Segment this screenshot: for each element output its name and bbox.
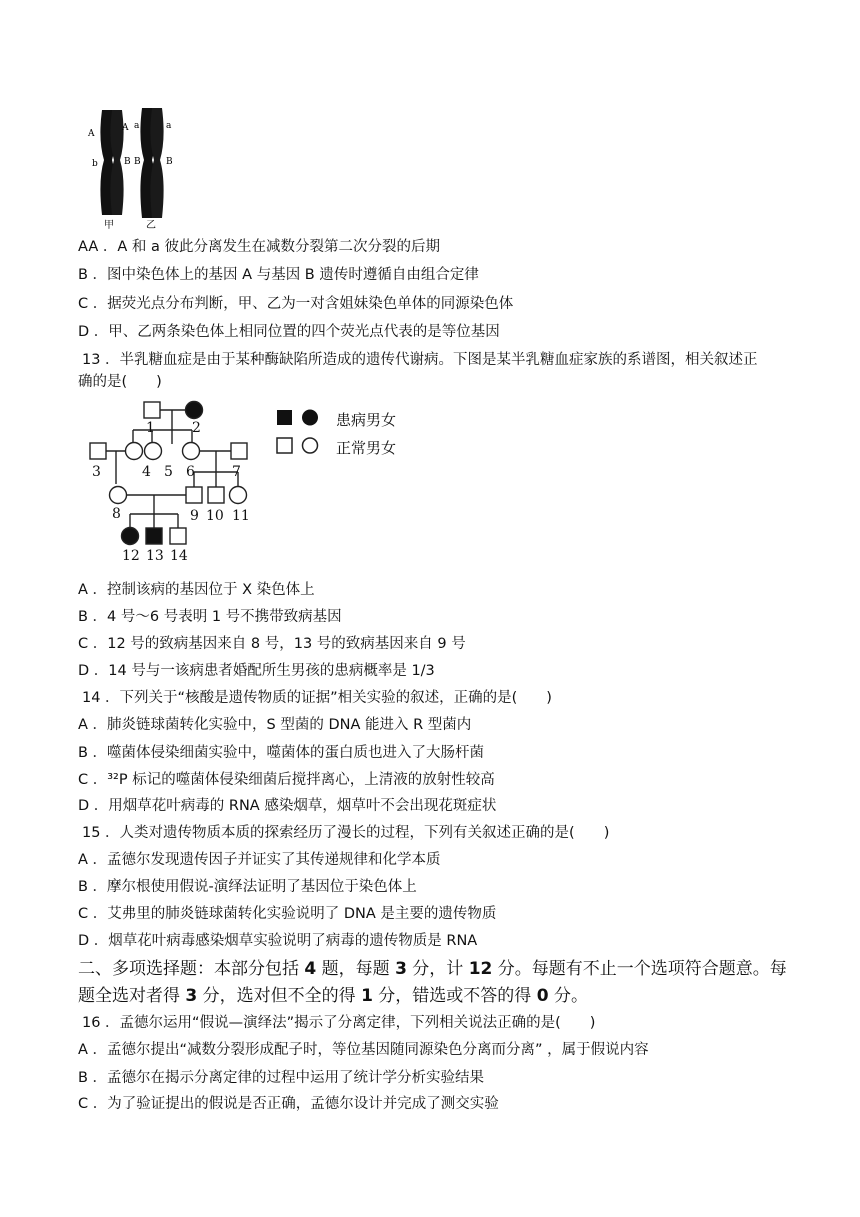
q15-option-b: B ．摩尔根使用假说-演绎法证明了基因位于染色体上 bbox=[78, 879, 417, 895]
pedigree-label-13: 13 bbox=[146, 548, 164, 564]
label-mid-a-2: B bbox=[124, 157, 131, 167]
q15-stem: 15 ．人类对遗传物质本质的探索经历了漫长的过程，下列有关叙述正确的是( ) bbox=[82, 825, 610, 841]
chromosome-jia bbox=[100, 110, 123, 215]
q16-option-b: B ．孟德尔在揭示分离定律的过程中运用了统计学分析实验结果 bbox=[78, 1070, 485, 1086]
q12-option-a: AA ．A 和 a 彼此分离发生在减数分裂第二次分裂的后期 bbox=[78, 239, 440, 255]
pedigree-label-3: 3 bbox=[92, 464, 101, 480]
label-right-1: a bbox=[166, 121, 172, 131]
q16-stem: 16 ．孟德尔运用“假说—演绎法”揭示了分离定律，下列相关说法正确的是( ) bbox=[82, 1015, 596, 1031]
q14-option-c: C ．³²P 标记的噬菌体侵染细菌后搅拌离心，上清液的放射性较高 bbox=[78, 772, 495, 788]
pedigree-1 bbox=[144, 402, 160, 418]
q13-stem-line1: 13 ．半乳糖血症是由于某种酶缺陷所造成的遗传代谢病。下图是某半乳糖血症家族的系谱图，相关叙述正 bbox=[82, 352, 758, 368]
pedigree-13 bbox=[146, 528, 162, 544]
label-mid-b-2: B bbox=[134, 157, 141, 167]
pedigree-14 bbox=[170, 528, 186, 544]
pedigree-2 bbox=[186, 402, 203, 419]
legend-affected-label: 患病男女 bbox=[336, 411, 397, 429]
pedigree-label-8: 8 bbox=[112, 506, 121, 522]
q15-option-a: A ．孟德尔发现遗传因子并证实了其传递规律和化学本质 bbox=[78, 852, 441, 868]
pedigree-7 bbox=[231, 443, 247, 459]
pedigree-label-10: 10 bbox=[206, 508, 224, 524]
q12-option-b: B ．图中染色体上的基因 A 与基因 B 遗传时遵循自由组合定律 bbox=[78, 267, 479, 283]
pedigree-6 bbox=[183, 443, 200, 460]
q14-option-d: D ．用烟草花叶病毒的 RNA 感染烟草，烟草叶不会出现花斑症状 bbox=[78, 798, 497, 814]
pedigree-label-1: 1 bbox=[146, 420, 155, 436]
q12-option-c: C ．据荧光点分布判断，甲、乙为一对含姐妹染色单体的同源染色体 bbox=[78, 296, 514, 312]
pedigree-12 bbox=[122, 528, 139, 545]
q16-option-c: C ．为了验证提出的假说是否正确，孟德尔设计并完成了测交实验 bbox=[78, 1096, 499, 1112]
pedigree-label-12: 12 bbox=[122, 548, 140, 564]
q15-option-c: C ．艾弗里的肺炎链球菌转化实验说明了 DNA 是主要的遗传物质 bbox=[78, 906, 497, 922]
pedigree-5 bbox=[145, 443, 162, 460]
pedigree-11 bbox=[230, 487, 247, 504]
pedigree-label-11: 11 bbox=[232, 508, 250, 524]
pedigree-label-2: 2 bbox=[192, 420, 201, 436]
caption-yi: 乙 bbox=[146, 220, 156, 230]
pedigree-label-6: 6 bbox=[186, 464, 195, 480]
q14-option-a: A ．肺炎链球菌转化实验中，S 型菌的 DNA 能进入 R 型菌内 bbox=[78, 717, 472, 733]
q13-option-c: C ．12 号的致病基因来自 8 号，13 号的致病基因来自 9 号 bbox=[78, 636, 466, 652]
chromosome-yi bbox=[140, 108, 163, 218]
chromosome-figure bbox=[84, 100, 194, 230]
pedigree-label-4: 4 bbox=[142, 464, 151, 480]
q12-option-d: D ．甲、乙两条染色体上相同位置的四个荧光点代表的是等位基因 bbox=[78, 324, 500, 340]
pedigree-label-7: 7 bbox=[232, 464, 241, 480]
pedigree-10 bbox=[208, 487, 224, 503]
legend-normal-male-icon bbox=[277, 438, 292, 453]
label-left-1: A bbox=[88, 129, 95, 139]
pedigree-chart bbox=[86, 396, 266, 566]
pedigree-3 bbox=[90, 443, 106, 459]
label-left-2: b bbox=[92, 159, 98, 169]
legend-normal-female-icon bbox=[303, 438, 318, 453]
legend-normal-label: 正常男女 bbox=[336, 439, 397, 457]
pedigree-label-14: 14 bbox=[170, 548, 188, 564]
pedigree-label-5: 5 bbox=[164, 464, 173, 480]
section2-heading-line2: 题全选对者得 3 分，选对但不全的得 1 分，错选或不答的得 0 分。 bbox=[78, 986, 588, 1006]
q14-stem: 14 ．下列关于“核酸是遗传物质的证据”相关实验的叙述，正确的是( ) bbox=[82, 690, 552, 706]
pedigree-9 bbox=[186, 487, 202, 503]
pedigree-8 bbox=[110, 487, 127, 504]
q13-option-d: D ．14 号与一该病患者婚配所生男孩的患病概率是 1/3 bbox=[78, 663, 435, 679]
legend-affected-male-icon bbox=[277, 410, 292, 425]
pedigree-4 bbox=[126, 443, 143, 460]
q15-option-d: D ．烟草花叶病毒感染烟草实验说明了病毒的遗传物质是 RNA bbox=[78, 933, 478, 949]
label-right-2: B bbox=[166, 157, 173, 167]
label-mid-a-1: A bbox=[122, 123, 129, 133]
pedigree-label-9: 9 bbox=[190, 508, 199, 524]
q13-option-a: A ．控制该病的基因位于 X 染色体上 bbox=[78, 582, 315, 598]
q13-option-b: B ．4 号～6 号表明 1 号不携带致病基因 bbox=[78, 609, 342, 625]
q14-option-b: B ．噬菌体侵染细菌实验中，噬菌体的蛋白质也进入了大肠杆菌 bbox=[78, 745, 485, 761]
legend-affected-female-icon bbox=[302, 410, 318, 426]
label-mid-b-1: a bbox=[134, 121, 140, 131]
q13-stem-line2: 确的是( ) bbox=[78, 374, 162, 390]
section2-heading-line1: 二、多项选择题：本部分包括 4 题，每题 3 分，计 12 分。每题有不止一个选项符合题意。每 bbox=[78, 959, 787, 979]
caption-jia: 甲 bbox=[104, 220, 114, 230]
q16-option-a: A ．孟德尔提出“减数分裂形成配子时，等位基因随同源染色分离而分离” ，属于假说内容 bbox=[78, 1042, 649, 1058]
